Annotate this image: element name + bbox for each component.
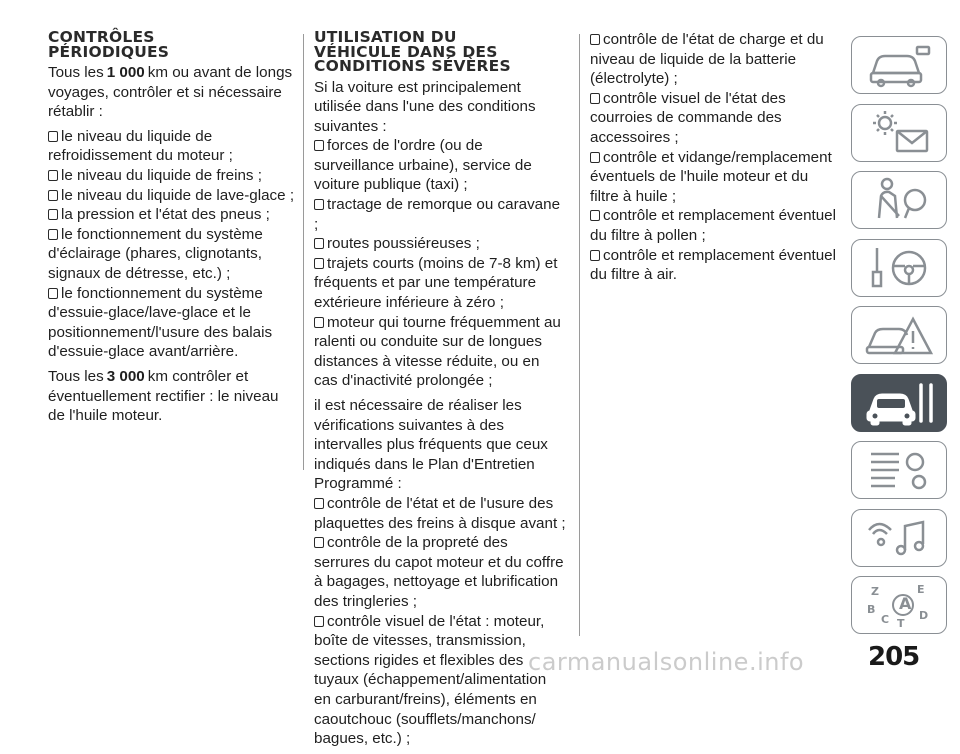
tab-emergency[interactable] bbox=[851, 306, 947, 364]
checkbox-bullet-icon bbox=[590, 34, 600, 45]
severe-checks-list bbox=[314, 494, 566, 749]
list-item: le fonctionnement du système d'éclairage (phares, clignotants, signaux de détresse, etc.) ; bbox=[48, 225, 263, 282]
column-1 bbox=[48, 30, 298, 431]
watermark: carmanualsonline.info bbox=[528, 648, 805, 676]
multimedia-music-icon bbox=[859, 512, 939, 564]
checkbox-bullet-icon bbox=[590, 93, 600, 104]
checkbox-bullet-icon bbox=[48, 131, 58, 142]
section-heading-severe-conditions: UTILISATION DU VÉHICULE DANS DES CONDITIONS SÉVÈRES bbox=[314, 28, 511, 75]
checkbox-bullet-icon bbox=[314, 317, 324, 328]
list-item: contrôle et remplacement éventuel du filtre à pollen ; bbox=[590, 207, 837, 244]
list-item: le niveau du liquide de refroidissement du moteur ; bbox=[48, 127, 233, 165]
list-item: contrôle visuel de l'état : moteur, boîte de vitesses, transmission, sections rigides et flexibles des tuyaux (échappement/alimentation en carburant/freins), éléments en caoutchouc (soufflets/manchons/ bagues, etc.) ; bbox=[314, 612, 547, 748]
list-item: le niveau du liquide de freins ; bbox=[48, 166, 298, 186]
interval-3000: 3 000 bbox=[106, 367, 145, 385]
car-dashboard-icon bbox=[859, 39, 939, 91]
checkbox-bullet-icon bbox=[314, 238, 324, 249]
checkbox-bullet-icon bbox=[48, 209, 58, 220]
checkbox-bullet-icon bbox=[48, 170, 58, 181]
checkbox-bullet-icon bbox=[48, 190, 58, 201]
tab-safety[interactable] bbox=[851, 171, 947, 229]
list-item: trajets courts (moins de 7-8 km) et fréquents et par une température extérieure inférieure à zéro ; bbox=[314, 254, 558, 312]
svg-text:D: D bbox=[919, 609, 929, 622]
severe-checks-list-continued bbox=[590, 30, 840, 285]
checkbox-bullet-icon bbox=[314, 199, 324, 210]
svg-text:E: E bbox=[917, 583, 925, 596]
svg-text:A: A bbox=[899, 594, 912, 613]
list-item: le niveau du liquide de lave-glace ; bbox=[48, 186, 298, 206]
tab-warning-lights[interactable] bbox=[851, 104, 947, 162]
list-item: le fonctionnement du système d'essuie-glace/lave-glace et le positionnement/l'usure des balais d'essuie-glace avant/arrière. bbox=[48, 284, 273, 361]
svg-text:Z: Z bbox=[871, 585, 879, 598]
tab-maintenance[interactable] bbox=[851, 374, 947, 432]
tab-index[interactable] bbox=[851, 576, 947, 634]
checkbox-bullet-icon bbox=[314, 140, 324, 151]
section-heading-periodic-checks: CONTRÔLES PÉRIODIQUES bbox=[48, 28, 170, 61]
severe-paragraph: il est nécessaire de réaliser les vérifications suivantes à des intervalles plus fréquents que ceux indiqués dans le Plan d'Entretien Programmé : bbox=[314, 397, 548, 493]
checkbox-bullet-icon bbox=[48, 288, 58, 299]
list-item: contrôle et vidange/remplacement éventuels de l'huile moteur et du filtre à huile ; bbox=[590, 148, 832, 205]
list-item: la pression et l'état des pneus ; bbox=[48, 205, 298, 225]
checkbox-bullet-icon bbox=[314, 537, 324, 548]
checklist-1000km bbox=[48, 127, 298, 362]
column-divider bbox=[579, 34, 580, 636]
severe-conditions-list bbox=[314, 136, 566, 391]
list-item: contrôle et remplacement éventuel du filtre à air. bbox=[590, 246, 837, 284]
interval-1000: 1 000 bbox=[106, 64, 145, 81]
checkbox-bullet-icon bbox=[314, 498, 324, 509]
svg-text:C: C bbox=[881, 613, 890, 626]
list-item: routes poussiéreuses ; bbox=[314, 234, 566, 254]
tab-starting-driving[interactable] bbox=[851, 239, 947, 297]
car-wrench-icon bbox=[859, 377, 939, 429]
breakdown-warning-triangle-icon bbox=[859, 309, 939, 361]
checkbox-bullet-icon bbox=[314, 616, 324, 627]
list-item: forces de l'ordre (ou de surveillance urbaine), service de voiture publique (taxi) ; bbox=[314, 137, 532, 194]
tab-dashboard[interactable] bbox=[851, 36, 947, 94]
column-2 bbox=[314, 30, 566, 754]
list-item: contrôle de la propreté des serrures du capot moteur et du coffre à bagages, nettoyage et lubrification des tringleries ; bbox=[314, 534, 564, 610]
list-item: tractage de remorque ou caravane ; bbox=[314, 196, 561, 233]
column-3 bbox=[590, 30, 840, 290]
checkbox-bullet-icon bbox=[590, 210, 600, 221]
key-steering-wheel-icon bbox=[859, 242, 939, 294]
checkbox-bullet-icon bbox=[314, 258, 324, 269]
paragraph-1000km: Tous les 1 000 km ou avant de longs voyages, contrôler et si nécessaire rétablir : bbox=[48, 64, 293, 121]
specifications-gears-icon bbox=[859, 444, 939, 496]
checkbox-bullet-icon bbox=[48, 229, 58, 240]
tab-specifications[interactable] bbox=[851, 441, 947, 499]
list-item: contrôle visuel de l'état des courroies de commande des accessoires ; bbox=[590, 89, 786, 146]
severe-intro: Si la voiture est principalement utilisée dans l'une des conditions suivantes : bbox=[314, 78, 536, 135]
checkbox-bullet-icon bbox=[590, 250, 600, 261]
list-item: contrôle de l'état et de l'usure des plaquettes des freins à disque avant ; bbox=[314, 494, 566, 532]
svg-text:T: T bbox=[897, 617, 905, 630]
list-item: contrôle de l'état de charge et du niveau de liquide de la batterie (électrolyte) ; bbox=[590, 31, 824, 88]
chapter-tabs bbox=[851, 36, 947, 644]
column-divider bbox=[303, 34, 304, 470]
svg-text:B: B bbox=[867, 603, 876, 616]
seatbelt-airbag-icon bbox=[859, 174, 939, 226]
list-item: moteur qui tourne fréquemment au ralenti ou conduite sur de longues distances à vitesse réduite, ou en cas d'inactivité prolongée ; bbox=[314, 313, 561, 390]
tab-multimedia[interactable] bbox=[851, 509, 947, 567]
warning-lights-envelope-icon bbox=[859, 107, 939, 159]
checkbox-bullet-icon bbox=[590, 152, 600, 163]
paragraph-3000km: Tous les 3 000 km contrôler et éventuellement rectifier : le niveau de l'huile moteur. bbox=[48, 367, 279, 425]
page-number: 205 bbox=[868, 642, 920, 672]
alphabetical-index-icon bbox=[859, 579, 939, 631]
